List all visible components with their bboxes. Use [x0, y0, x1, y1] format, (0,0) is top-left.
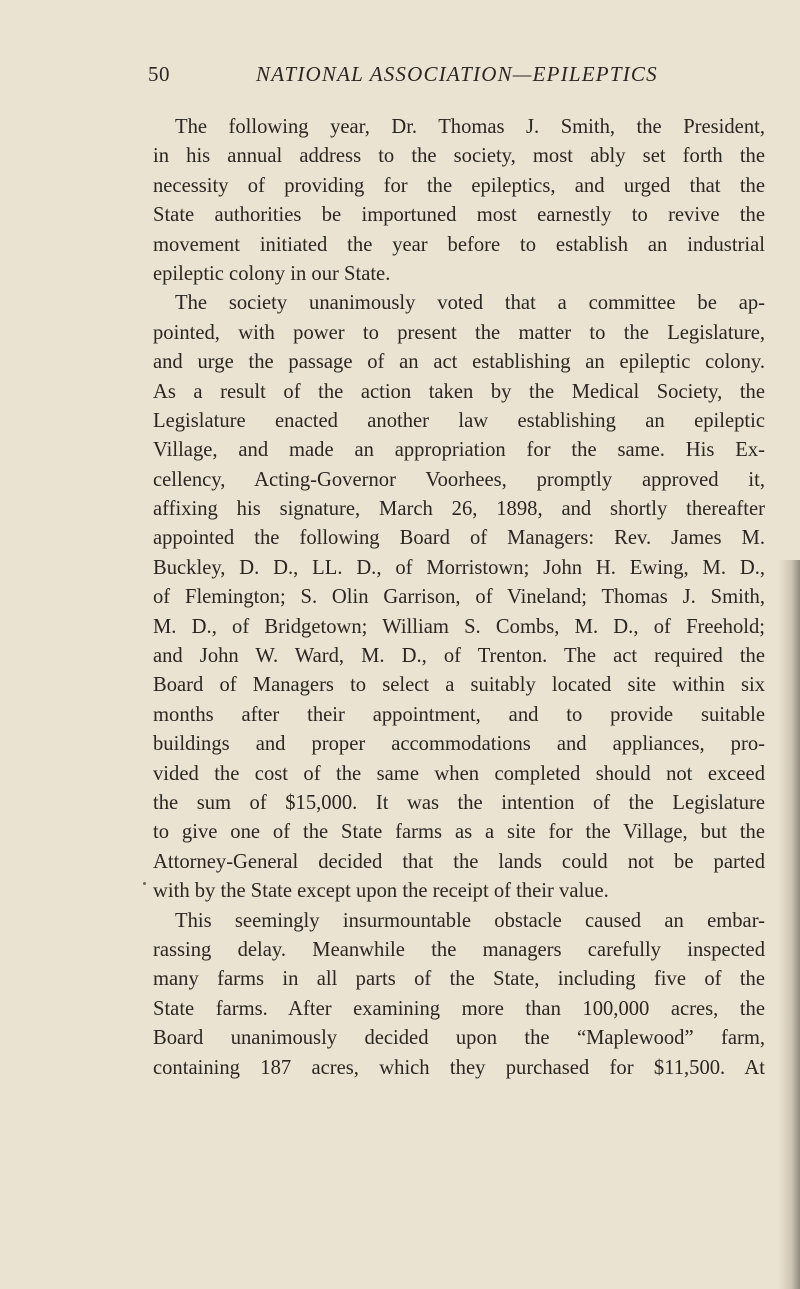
page-edge-shadow: [778, 560, 800, 1289]
text-line: necessity of providing for the epileptics, and urged that the: [153, 174, 765, 197]
text-line: appointed the following Board of Managers: Rev. James M.: [153, 527, 765, 550]
text-line: Board unanimously decided upon the “Maplewood” farm,: [153, 1027, 765, 1050]
text-line: epileptic colony in our State.: [153, 262, 391, 285]
text-line: movement initiated the year before to establish an industrial: [153, 233, 765, 256]
text-line: of Flemington; S. Olin Garrison, of Vineland; Thomas J. Smith,: [153, 586, 765, 609]
text-line: buildings and proper accommodations and appliances, pro-: [153, 733, 765, 756]
text-line: Village, and made an appropriation for the same. His Ex-: [153, 439, 765, 462]
text-line: Attorney-General decided that the lands could not be parted: [153, 850, 765, 873]
paper-speck: [143, 882, 146, 885]
text-line: The following year, Dr. Thomas J. Smith, the President,: [175, 116, 765, 138]
text-line: Buckley, D. D., LL. D., of Morristown; John H. Ewing, M. D.,: [153, 556, 765, 579]
text-line: M. D., of Bridgetown; William S. Combs, M. D., of Freehold;: [153, 615, 765, 638]
text-line: As a result of the action taken by the Medical Society, the: [153, 380, 765, 403]
text-line: months after their appointment, and to provide suitable: [153, 703, 765, 726]
text-line: and urge the passage of an act establishing an epileptic colony.: [153, 351, 765, 374]
text-line: State farms. After examining more than 100,000 acres, the: [153, 997, 765, 1020]
text-line: rassing delay. Meanwhile the managers carefully inspected: [153, 938, 765, 961]
text-line: vided the cost of the same when completed should not exceed: [153, 762, 765, 785]
text-line: cellency, Acting-Governor Voorhees, promptly approved it,: [153, 468, 765, 491]
text-line: with by the State except upon the receipt of their value.: [153, 880, 609, 903]
text-line: The society unanimously voted that a committee be ap-: [175, 292, 765, 315]
page-header: [0, 62, 800, 92]
text-line: pointed, with power to present the matter to the Legislature,: [153, 321, 765, 344]
text-line: affixing his signature, March 26, 1898, and shortly thereafter: [153, 498, 765, 521]
running-head: NATIONAL ASSOCIATION—EPILEPTICS: [256, 62, 658, 86]
text-line: the sum of $15,000. It was the intention of the Legislature: [153, 791, 765, 814]
text-line: and John W. Ward, M. D., of Trenton. The act required the: [153, 645, 765, 668]
text-line: many farms in all parts of the State, including five of the: [153, 968, 765, 991]
body-text: [153, 113, 765, 1083]
text-line: in his annual address to the society, most ably set forth the: [153, 145, 765, 168]
text-line: Legislature enacted another law establishing an epileptic: [153, 409, 765, 432]
text-line: State authorities be importuned most earnestly to revive the: [153, 204, 765, 227]
text-line: containing 187 acres, which they purchased for $11,500. At: [153, 1056, 765, 1079]
text-line: Board of Managers to select a suitably located site within six: [153, 674, 765, 697]
page-number: 50: [148, 62, 170, 86]
text-line: to give one of the State farms as a site for the Village, but the: [153, 821, 765, 844]
text-line: This seemingly insurmountable obstacle caused an embar-: [175, 909, 765, 932]
